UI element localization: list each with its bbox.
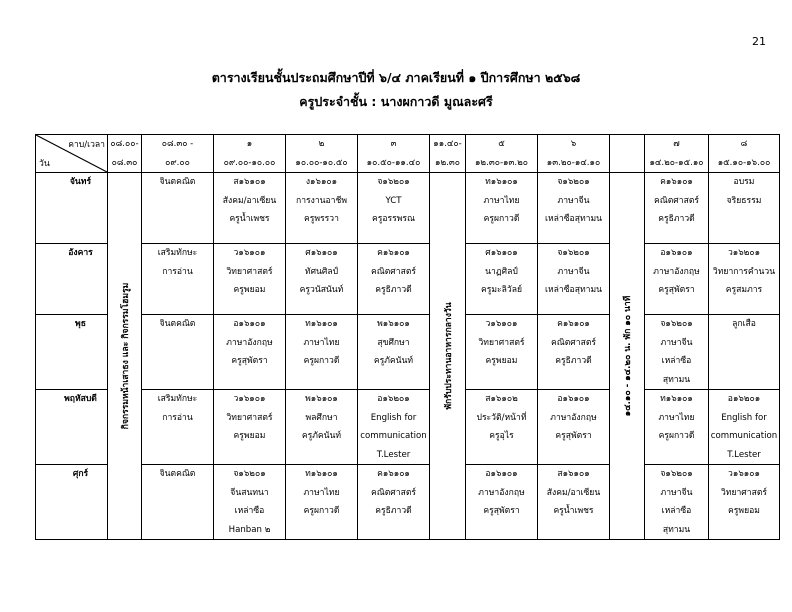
- subject-line: ครูสุพัตรา: [555, 431, 592, 441]
- subject-line: ครูพยอม: [233, 285, 266, 295]
- corner-cell: [36, 135, 108, 173]
- subject-line: ส๑๖๑๐๒: [485, 394, 518, 404]
- subject-line: ว๑๖๒๐๑: [727, 248, 761, 258]
- day-row: [36, 465, 780, 540]
- subject-line: ภาษาจีน: [557, 195, 590, 206]
- subject-line: พลศึกษา: [305, 412, 338, 423]
- period-header: [466, 135, 538, 173]
- subject-line: ครูผกาวดี: [303, 356, 340, 366]
- subject-cell: [645, 244, 709, 315]
- subject-line: ส๑๖๑๐๑: [233, 177, 266, 187]
- subject-line: จ๑๖๒๐๑: [233, 469, 266, 479]
- subject-line: สุทามน: [662, 524, 691, 535]
- subject-line: ครูอรรพรณ: [371, 214, 415, 224]
- period-header-line: ๑๕.๑๐-๑๖.๐๐: [717, 157, 771, 168]
- subject-line: เหล่าซือ: [234, 506, 265, 516]
- subject-line: เสริมทักษะ: [157, 248, 198, 258]
- lunch-break-column: [430, 173, 466, 540]
- day-cell: [36, 390, 108, 465]
- subject-line: ครูน้ำเพชร: [229, 214, 270, 224]
- subject-line: ครูพรรวา: [304, 214, 339, 224]
- subject-cell: [214, 465, 286, 540]
- subject-line: สุทามน: [662, 374, 691, 385]
- subject-line: ครูสุพัตรา: [658, 285, 695, 295]
- period-header: [142, 135, 214, 173]
- day-row: [36, 173, 780, 244]
- period-header: [358, 135, 430, 173]
- subject-line: อ๑๖๑๐๑: [485, 469, 518, 479]
- subject-cell: [358, 244, 430, 315]
- subject-cell: [358, 390, 430, 465]
- header-row: [36, 135, 780, 173]
- subject-line: ภาษาอังกฤษ: [653, 266, 700, 277]
- subject-line: English for: [721, 412, 767, 423]
- period-header: [610, 135, 645, 173]
- subject-line: จริยธรรม: [726, 195, 762, 206]
- period-header-line: ๘: [740, 139, 748, 149]
- subject-line: communication: [710, 431, 778, 441]
- morning-activity-column-text: กิจกรรมหน้าเสาธง และ กิจกรรมโฮมรูม: [120, 282, 131, 430]
- day-row: [36, 315, 780, 390]
- subject-line: คณิตศาสตร์: [370, 487, 417, 498]
- subject-cell: [709, 390, 780, 465]
- subject-cell: [466, 465, 538, 540]
- subject-line: จ๑๖๒๐๑: [660, 469, 693, 479]
- subject-cell: [645, 315, 709, 390]
- period-header-line: ๗: [673, 139, 680, 149]
- subject-line: ครูวนัสนันท์: [299, 285, 344, 295]
- period-header-line: ๑: [246, 139, 253, 149]
- day-label: พฤหัสบดี: [64, 394, 97, 404]
- subject-line: ครูมะลิวัลย์: [480, 285, 523, 295]
- subject-line: ครูผกาวดี: [303, 506, 340, 516]
- period-header-line: ๐๙.๐๐: [165, 157, 190, 168]
- subject-line: จ๑๖๒๐๑: [557, 248, 590, 258]
- period-header: [108, 135, 142, 173]
- subject-cell: [538, 390, 610, 465]
- subject-line: สังคม/อาเซียน: [222, 195, 277, 206]
- subject-line: YCT: [385, 195, 402, 206]
- homeroom-teacher-line: ครูประจำชั้น : นางผกาวดี มูณละศรี: [299, 94, 493, 109]
- subject-cell: [286, 390, 358, 465]
- subject-cell: [538, 173, 610, 244]
- period-header: [286, 135, 358, 173]
- day-row: [36, 390, 780, 465]
- subject-line: สังคม/อาเซียน: [546, 487, 601, 498]
- subject-cell: [538, 244, 610, 315]
- subject-cell: [538, 315, 610, 390]
- subject-line: เหล่าซือสุทามน: [545, 285, 602, 295]
- subject-line: การงานอาชีพ: [295, 195, 348, 206]
- subject-line: ท๑๖๑๐๑: [305, 469, 338, 479]
- period-header-line: ๖: [570, 139, 577, 149]
- subject-line: พ๑๖๑๐๑: [305, 394, 338, 404]
- subject-line: ประวัติ/หน้าที่: [476, 412, 527, 423]
- subject-line: วิทยาศาสตร์: [478, 337, 525, 348]
- period-header-line: ๓: [390, 139, 397, 149]
- subject-line: ค๑๖๑๐๑: [660, 177, 693, 187]
- morning-activity-column: [108, 173, 142, 540]
- period-header-line: ๕: [498, 139, 505, 149]
- subject-line: T.Lester: [376, 449, 411, 460]
- subject-cell: [286, 244, 358, 315]
- subject-line: ค๑๖๑๐๑: [557, 319, 590, 329]
- period-header-line: ๐๘.๓๐ -: [161, 139, 194, 149]
- period-header: [214, 135, 286, 173]
- subject-line: ครูสุพัตรา: [483, 506, 520, 516]
- subject-line: นาฏศิลป์: [485, 266, 518, 277]
- subject-cell: [142, 173, 214, 244]
- subject-line: คณิตศาสตร์: [653, 195, 700, 206]
- subject-line: ครูผกาวดี: [658, 431, 695, 441]
- subject-line: การอ่าน: [162, 266, 193, 277]
- subject-cell: [709, 244, 780, 315]
- period-header: [538, 135, 610, 173]
- subject-line: ลูกเสือ: [732, 319, 756, 329]
- subject-line: ภาษาจีน: [557, 266, 590, 277]
- subject-line: วิทยาการคำนวน: [712, 266, 776, 277]
- day-label: ศุกร์: [72, 469, 89, 479]
- day-cell: [36, 315, 108, 390]
- subject-line: ภาษาไทย: [658, 412, 695, 423]
- subject-line: ครูภัคนันท์: [373, 356, 414, 366]
- subject-line: ท๑๖๑๐๑: [305, 319, 338, 329]
- subject-cell: [645, 173, 709, 244]
- period-header-line: ๑๓.๒๐-๑๔.๑๐: [546, 157, 601, 168]
- subject-cell: [645, 465, 709, 540]
- subject-line: ว๑๖๑๐๑: [485, 319, 518, 329]
- subject-line: พ๑๖๑๐๑: [377, 319, 410, 329]
- subject-line: ภาษาไทย: [303, 337, 340, 348]
- subject-cell: [466, 390, 538, 465]
- subject-line: วิทยาศาสตร์: [720, 487, 768, 498]
- day-cell: [36, 465, 108, 540]
- lunch-break-column-text: พักรับประทานอาหารกลางวัน: [443, 302, 454, 410]
- subject-line: ภาษาไทย: [483, 195, 520, 206]
- period-header-line: ๑๒.๓๐-๑๓.๒๐: [474, 157, 529, 168]
- subject-line: English for: [370, 412, 417, 423]
- subject-line: วิทยาศาสตร์: [226, 266, 273, 277]
- subject-line: Hanban ๒: [228, 524, 271, 535]
- subject-line: ครูน้ำเพชร: [553, 506, 594, 516]
- period-header-line: [610, 135, 644, 154]
- subject-cell: [214, 244, 286, 315]
- subject-cell: [214, 173, 286, 244]
- subject-line: ว๑๖๑๐๑: [233, 394, 266, 404]
- subject-cell: [466, 173, 538, 244]
- period-header-line: [610, 154, 644, 173]
- subject-line: อ๑๖๑๐๑: [233, 319, 266, 329]
- short-break-column-text: ๑๔.๑๐ - ๑๔.๒๐ น. พัก ๑๐ นาที: [623, 295, 633, 417]
- subject-cell: [538, 465, 610, 540]
- subject-line: ครูสมภาร: [725, 285, 763, 295]
- subject-line: อ๑๖๑๐๑: [557, 394, 590, 404]
- subject-line: จินตคณิต: [159, 319, 196, 329]
- subject-line: ท๑๖๑๐๑: [485, 177, 518, 187]
- page-title: ตารางเรียนชั้นประถมศึกษาปีที่ ๖/๔ ภาคเรียนที่ ๑ ปีการศึกษา ๒๕๖๘: [211, 70, 581, 85]
- subject-line: ส๑๖๑๐๑: [557, 469, 590, 479]
- subject-cell: [466, 315, 538, 390]
- subject-cell: [286, 173, 358, 244]
- subject-line: ภาษาอังกฤษ: [550, 412, 597, 423]
- subject-line: ครูภัคนันท์: [301, 431, 342, 441]
- subject-cell: [709, 465, 780, 540]
- period-header: [645, 135, 709, 173]
- period-header-line: ๑๒.๓๐: [435, 157, 460, 168]
- period-header-line: ๑๐.๐๐-๑๐.๕๐: [295, 157, 348, 168]
- subject-cell: [645, 390, 709, 465]
- subject-cell: [358, 315, 430, 390]
- subject-cell: [142, 465, 214, 540]
- corner-period-label: คาบ/เวลา: [68, 140, 105, 150]
- subject-line: คณิตศาสตร์: [370, 266, 417, 277]
- subject-line: ทัศนศิลป์: [304, 266, 339, 277]
- period-header-line: ๐๙.๐๐-๑๐.๐๐: [223, 157, 276, 168]
- subject-line: จีนสนทนา: [230, 487, 269, 498]
- subject-line: ครูธิภาวดี: [555, 356, 592, 366]
- subject-cell: [142, 315, 214, 390]
- subject-line: ค๑๖๑๐๑: [377, 248, 410, 258]
- subject-line: การอ่าน: [162, 412, 193, 423]
- subject-cell: [214, 315, 286, 390]
- subject-cell: [214, 390, 286, 465]
- subject-line: ครูพยอม: [728, 506, 760, 516]
- period-header-line: ๑๐.๕๐-๑๑.๔๐: [366, 157, 421, 168]
- subject-line: T.Lester: [727, 449, 761, 460]
- day-label: พุธ: [75, 319, 86, 329]
- corner-day-label: วัน: [39, 159, 50, 169]
- subject-line: ท๑๖๑๐๑: [660, 394, 693, 404]
- subject-line: สุขศึกษา: [377, 337, 410, 348]
- subject-line: ศ๑๖๑๐๑: [305, 248, 338, 258]
- page-number: 21: [752, 35, 766, 48]
- subject-line: ว๑๖๑๐๑: [233, 248, 266, 258]
- subject-line: จ๑๖๒๐๑: [377, 177, 410, 187]
- period-header-line: ๐๘.๐๐-: [110, 139, 139, 149]
- subject-line: ภาษาไทย: [303, 487, 340, 498]
- subject-line: communication: [360, 431, 427, 441]
- subject-line: ครูธิภาวดี: [375, 285, 412, 295]
- subject-cell: [709, 315, 780, 390]
- subject-line: ครูพยอม: [233, 431, 266, 441]
- subject-line: จ๑๖๒๐๑: [660, 319, 693, 329]
- subject-line: ครูอุไร: [489, 431, 514, 441]
- subject-cell: [709, 173, 780, 244]
- subject-line: จินตคณิต: [159, 469, 196, 479]
- subject-line: ภาษาจีน: [660, 487, 693, 498]
- subject-line: อ๑๖๒๐๑: [377, 394, 410, 404]
- subject-line: อ๑๖๑๐๑: [660, 248, 693, 258]
- subject-cell: [142, 244, 214, 315]
- subject-line: ภาษาจีน: [660, 337, 693, 348]
- subject-cell: [286, 315, 358, 390]
- subject-line: ว๑๖๑๐๑: [728, 469, 760, 479]
- subject-line: ครูผกาวดี: [483, 214, 520, 224]
- subject-line: ภาษาอังกฤษ: [226, 337, 273, 348]
- timetable: [35, 134, 780, 540]
- subject-line: จ๑๖๒๐๑: [557, 177, 590, 187]
- day-label: อังคาร: [68, 248, 93, 258]
- day-cell: [36, 244, 108, 315]
- subject-line: ง๑๖๑๐๑: [305, 177, 338, 187]
- period-header-line: ๑๔.๒๐-๑๕.๑๐: [649, 157, 704, 168]
- day-label: จันทร์: [69, 177, 92, 187]
- subject-line: ภาษาอังกฤษ: [478, 487, 525, 498]
- subject-cell: [142, 390, 214, 465]
- subject-line: ครูธิภาวดี: [658, 214, 695, 224]
- period-header-line: ๒: [318, 139, 325, 149]
- subject-cell: [358, 173, 430, 244]
- subject-line: อบรม: [733, 177, 755, 187]
- period-header-line: ๑๑.๔๐-: [433, 139, 462, 149]
- short-break-column: [610, 173, 645, 540]
- subject-cell: [286, 465, 358, 540]
- subject-line: ครูธิภาวดี: [375, 506, 412, 516]
- subject-line: อ๑๖๒๐๑: [727, 394, 761, 404]
- subject-cell: [358, 465, 430, 540]
- subject-line: เหล่าซือ: [661, 506, 692, 516]
- subject-line: เสริมทักษะ: [157, 394, 198, 404]
- subject-line: ค๑๖๑๐๑: [377, 469, 410, 479]
- day-cell: [36, 173, 108, 244]
- subject-line: จินตคณิต: [159, 177, 196, 187]
- period-header: [430, 135, 466, 173]
- subject-line: ครูพยอม: [485, 356, 518, 366]
- subject-cell: [466, 244, 538, 315]
- period-header-line: ๐๘.๓๐: [111, 157, 138, 168]
- day-row: [36, 244, 780, 315]
- subject-line: เหล่าซือ: [661, 356, 692, 366]
- subject-line: เหล่าซือสุทามน: [545, 214, 602, 224]
- subject-line: วิทยาศาสตร์: [226, 412, 273, 423]
- period-header: [709, 135, 780, 173]
- subject-line: ศ๑๖๑๐๑: [485, 248, 518, 258]
- subject-line: คณิตศาสตร์: [550, 337, 597, 348]
- subject-line: ครูสุพัตรา: [231, 356, 268, 366]
